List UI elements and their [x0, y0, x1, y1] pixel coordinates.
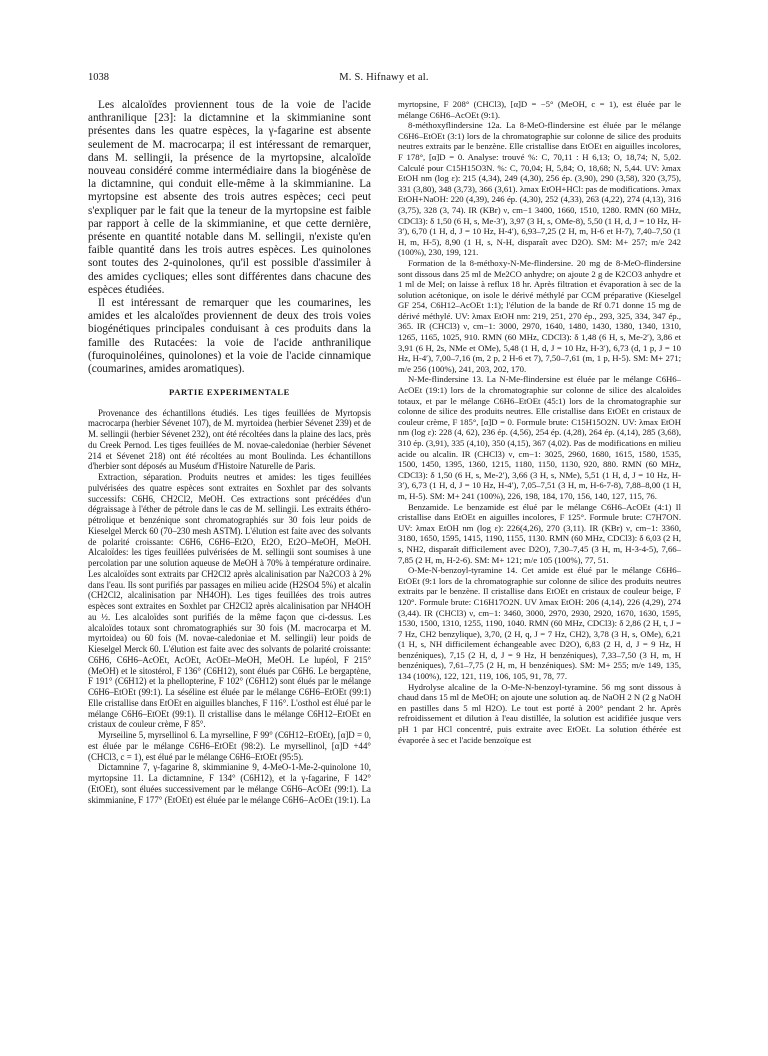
discussion-paragraph-2: Il est intéressant de remarquer que les coumarines, les amides et les alcaloïdes proviennent de deux des trois voies biogénétiques principales conduisant à ces produits dans la famille des Rutacées: la voie de l'acide anthranilique (furoquinoléines, quinolones) et la voie de l'acide cinnamique (coumarines, amides aromatiques). — [88, 297, 371, 376]
left-column — [88, 99, 371, 805]
experimental-methoxyflindersine: 8-méthoxyflindersine 12a. La 8-MeO-flindersine est éluée par le mélange C6H6–EtOEt (3:1) lors de la chromatographie sur colonne de silice des produits neutres extraits par le benzène. Elle cristallise dans EtOEt en aiguilles incolores, F 178°, [α]D = 0. Analyse: trouvé %: C, 70,11 : H 6,13; O, 18,74; N, 5,02. Calculé pour C15H15O3N. %: C, 70,04; H, 5,84; O, 18,68; N, 5,44. UV: λmax EtOH nm (log ε): 215 (4,34), 249 (4,30), 256 ép. (3,90), 290 (3,58), 320 (3,75), 331 (3,80), 348 (3,73), 366 (3,61). λmax EtOH+HCl: pas de modifications. λmax EtOH+NaOH: 220 (4,39), 246 ép. (4,30), 252 (4,33), 263 (4,22), 274 (4,13), 316 (3,75), 328 (3, 74). IR (KBr) ν, cm−1 3400, 1660, 1510, 1280. RMN (60 MHz, CDCl3): δ 1,50 (6 H, s, Me-3′), 3,97 (3 H, s, OMe-8), 5,50 (1 H, d, J = 10 Hz, H-3′), 6,70 (1 H, d, J = 10 Hz, H-4′), 6,93–7,25 (2 H, m, H-6 et H-7), 7,40–7,50 (1 H, m, H-5), 8,90 (1 H, s, N-H, disparaît avec D2O). SM: M+ 257; m/e 242 (100%), 230, 199, 121. — [398, 120, 681, 258]
page-header — [88, 72, 680, 88]
experimental-myrtopsine: myrtopsine, F 208° (CHCl3), [α]D = −5° (MeOH, c = 1), est éluée par le mélange C6H6–AcOEt (9:1). — [398, 99, 681, 120]
experimental-n-me-flindersine: N-Me-flindersine 13. La N-Me-flindersine est éluée par le mélange C6H6–AcOEt (19:1) lors de la chromatographie sur colonne de silice des alcaloïdes totaux, et par le mélange C6H6–EtOEt (45:1) lors de la chromatographie sur colonne de silice des produits neutres. Elle cristallise dans EtOEt en cristaux de couleur crème, F 185°, [α]D = 0. Formule brute: C15H15O2N. UV: λmax EtOH nm (log ε): 228 (4, 62), 236 ép. (4,56), 254 ép. (4,28), 264 ép. (4,14), 285 (3,68), 310 ép. (3,91), 335 (4,10), 350 (4,15), 367 (4,02). Pas de modifications en milieu acide ou alcalin. IR (CHCl3) ν, cm−1: 3025, 2960, 1680, 1615, 1580, 1535, 1500, 1450, 1395, 1360, 1215, 1180, 1150, 1130, 920, 880. RMN (60 MHz, CDCl3): δ 1,50 (6 H, s, Me-2′), 3,66 (3 H, s, NMe), 5,51 (1 H, d, J = 10 Hz, H-3′), 6,73 (1 H, d, J = 10 Hz, H-4′), 7,05–7,51 (3 H, m, H-6-7-8), 7,88–8,00 (1 H, m, H-5). SM: M+ 241 (100%), 226, 198, 184, 170, 156, 140, 127, 115, 76. — [398, 374, 681, 501]
page-number: 1038 — [88, 72, 109, 83]
experimental-extraction: Extraction, séparation. Produits neutres et amides: les tiges feuillées pulvérisées des quatre espèces sont extraites en Soxhlet par des solvants successifs: C6H6, CH2Cl2, MeOH. Ces extractions sont précédées d'un dégraissage à l'éther de pétrole dans le cas de M. sellingii. Les extraits éthéro-pétrolique et benzénique sont chromatographiés sur 30 fois leur poids de Kieselgel Merck 60 (70–230 mesh ASTM). L'élution est faite avec des solvants de polarité croissante: C6H6, C6H6–Et2O, Et2O, Et2O–MeOH, MeOH. Alcaloïdes: les tiges feuillées pulvérisées de M. sellingii sont soumises à une percolation par une solution aqueuse de MeOH à 70% à température ordinaire. Les alcaloïdes sont extraits par CH2Cl2 après alcalinisation par Na2CO3 à 2% dans l'eau. Ils sont purifiés par passages en milieu acide (H2SO4 5%) et alcalin (CH2Cl2, alcalinisation par NH4OH). Les tiges feuillées des trois autres espèces sont extraites en Soxhlet par CH2Cl2 après alcalinisation par NH4OH au ½. Les alcaloïdes sont purifiés de la même façon que ci-dessus. Les alcaloïdes totaux sont chromatographiés sur 30 fois (M. macrocarpa et M. myrtoidea) ou 60 fois (M. novae-caledoniae et M. sellingii) leur poids de Kieselgel Merck 60. L'élution est faite avec des solvants de polarité croissante: C6H6, C6H6–AcOEt, AcOEt, AcOEt–MeOH, MeOH. Le lupéol, F 215° (MeOH) et le sitostérol, F 136° (C6H12), sont élués par C6H6. Le bergaptène, F 191° (C6H12) et la phellopterine, F 102° (C6H12) sont élués par le mélange C6H6–EtOEt (99:1). La séséline est éluée par le mélange C6H6–EtOEt (99:1) Elle cristallise dans EtOEt en aiguilles blanches, F 116°. L'osthol est élué par le mélange C6H6–EtOEt (99:1). Il cristallise dans le mélange C6H12–EtOEt en cristaux de couleur crème, F 85°. — [88, 472, 371, 730]
right-column — [398, 99, 681, 745]
experimental-benzamide: Benzamide. Le benzamide est élué par le mélange C6H6–AcOEt (4:1) Il cristallise dans EtOEt en aiguilles incolores, F 125°. Formule brute: C7H7ON. UV: λmax EtOH nm (log ε): 226(4,26), 270 (3,11). IR (KBr) ν, cm−1: 3360, 3180, 1650, 1595, 1415, 1190, 1155, 1130. RMN (60 MHz, CDCl3): δ 6,03 (2 H, s, NH2, disparaît difficilement avec D2O), 7,30–7,45 (3 H, m, H-3-4-5), 7,66–7,85 (2 H, m, H-2-6). SM: M+ 121; m/e 105 (100%), 77, 51. — [398, 501, 681, 565]
discussion-paragraph-1: Les alcaloïdes proviennent tous de la voie de l'acide anthranilique [23]: la dictamnine et la skimmianine sont présentes dans les quatre espèces, la γ-fagarine est absente seulement de M. macrocarpa; il est intéressant de remarquer, dans M. sellingii, la présence de la myrtopsine, alcaloïde nouveau considéré comme intermédiaire dans la biogénèse de la dictamnine, qui conduit elle-même à la skimmianine. La myrtopsine est absente des trois autres espèces; ceci peut s'expliquer par le fait que la teneur de la myrtopsine est faible par rapport à celle de la skimmianine, et que cette dernière, présente en quantité notable dans M. sellingii, n'existe qu'en faible quantité dans les trois autres espèces. Les quinolones sont toutes des 2-quinolones, qu'il est possible d'assimiler à des amides cycliques; elles sont différentes dans chacune des espèces étudiées. — [88, 99, 371, 296]
running-head-authors: M. S. Hifnawy et al. — [339, 72, 429, 83]
section-title: PARTIE EXPERIMENTALE — [169, 387, 290, 398]
experimental-myrselline: Myrseiline 5, myrsellinol 6. La myrselline, F 99° (C6H12–EtOEt), [α]D = 0, est éluée par le mélange C6H6–EtOEt (98:2). Le myrsellinol, [α]D +44° (CHCl3, c = 1), est élué par le mélange C6H6–EtOEt (95:5). — [88, 730, 371, 762]
experimental-dictamnine: Dictamnine 7, γ-fagarine 8, skimmianine 9, 4-MeO-1-Me-2-quinolone 10, myrtopsine 11. La dictamnine, F 134° (C6H12), et la γ-fagarine, F 142° (EtOEt), sont éluées successivement par le mélange C6H6–AcOEt (99:1). La skimmianine, F 177° (EtOEt) est éluée par le mélange C6H6–AcOEt (19:1). La — [88, 762, 371, 805]
experimental-n-methylation: Formation de la 8-méthoxy-N-Me-flindersine. 20 mg de 8-MeO-flindersine sont dissous dans 25 ml de Me2CO anhydre; on ajoute 2 g de K2CO3 anhydre et 1 ml de MeI; on laisse à reflux 18 hr. Après filtration et évaporation à sec de la solution acétonique, on isole le dérivé méthylé par CCM préparative (Kieselgel GF 254, C6H12–AcOEt 1:1); l'élution de la bande de Rf 0.71 donne 15 mg de dérivé méthylé. UV: λmax EtOH nm: 219, 251, 270 ép., 293, 325, 334, 347 ép., 365. IR (CHCl3) ν, cm−1: 3000, 2970, 1640, 1480, 1430, 1380, 1340, 1310, 1265, 1165, 1025, 910. RMN (60 MHz, CDCl3): δ 1,48 (6 H, s, Me-2′), 3,86 et 3,91 (6 H, 2s, NMe et OMe), 5,48 (1 H, d, J = 10 Hz, H-3′), 6,73 (d, 1 p, J = 10 Hz, H-4′), 7,00–7,16 (m, 2 p, 2 H-6 et 7), 7,50–7,61 (m, 1 p, H-5). SM: M+ 271; m/e 256 (100%), 241, 203, 202, 170. — [398, 257, 681, 374]
experimental-hydrolysis: Hydrolyse alcaline de la O-Me-N-benzoyl-tyramine. 56 mg sont dissous à chaud dans 15 ml de MeOH; on ajoute une solution aq. de NaOH 2 N (2 g NaOH en pastilles dans 5 ml H2O). Le tout est porté à 200° pendant 2 hr. Après refroidissement et dilution à l'eau distillée, la solution est acidifiée jusque vers pH 1 par HCl concentré, puis extraite avec EtOEt. La solution éthérée est évaporée à sec et l'acide benzoïque est — [398, 681, 681, 745]
experimental-provenance: Provenance des échantillons étudiés. Les tiges feuillées de Myrtopsis macrocarpa (herbier Sévenet 107), de M. myrtoidea (herbier Sévenet 239) et de M. sellingii (herbier Sévenet 232), ont été récoltées dans la plaine des lacs, près du Creek Pernod. Les tiges feuillées de M. novae-caledoniae (herbier Sévenet 214 et Sévenet 218) ont été récoltées au mont Boulinda. Les échantillons d'herbier sont déposés au Muséum d'Histoire Naturelle de Paris. — [88, 407, 371, 472]
experimental-benzoyl-tyramine: O-Me-N-benzoyl-tyramine 14. Cet amide est élué par le mélange C6H6–EtOEt (9:1 lors de la chromatographie sur colonne de silice des produits neutres extraits par le benzène. Il cristallise dans EtOEt en cristaux de couleur beige, F 120°. Formule brute: C16H17O2N. UV λmax EtOH: 206 (4,14), 226 (4,29), 274 (3,44). IR (CHCl3) ν, cm−1: 3460, 3000, 2970, 2930, 2920, 1670, 1630, 1595, 1530, 1500, 1310, 1255, 1190, 1040. RMN (60 MHz, CDCl3): δ 2,86 (2 H, t, J = 7 Hz, CH2 benzylique), 3,70, (2 H, q, J = 7 Hz, CH2), 3,78 (3 H, s, OMe), 6,21 (1 H, s, NH difficilement échangeable avec D2O), 6,83 (2 H, d, J = 9 Hz, H benzéniques), 7,15 (2 H, d, J = 9 Hz, H benzéniques), 7,33–7,50 (3 H, m, H benzéniques), 7,61–7,75 (2 H, m, H benzéniques). SM: M+ 255; m/e 149, 135, 134 (100%), 122, 121, 119, 106, 105, 91, 78, 77. — [398, 565, 681, 682]
